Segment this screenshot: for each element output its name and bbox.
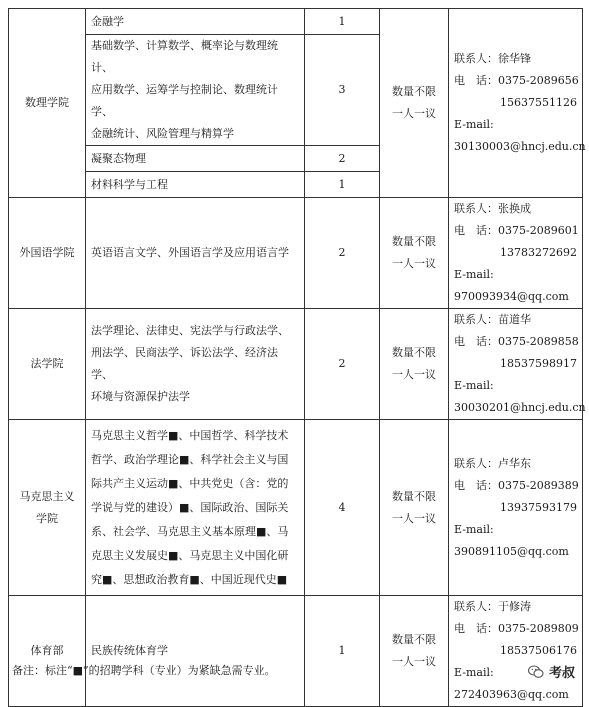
phone-number: 0375-2089389 — [498, 478, 579, 492]
subject-cell — [86, 596, 305, 707]
contact-name-line — [454, 198, 577, 220]
contact-name-line — [454, 596, 577, 618]
watermark-text: 考叔 — [548, 666, 575, 681]
contact-label: 联系人： — [454, 600, 498, 613]
quota-line: 一人一议 — [392, 368, 436, 381]
subject-cell — [86, 420, 305, 596]
contact-name: 苗道华 — [498, 313, 531, 326]
quota-cell — [380, 9, 449, 198]
quota-cell — [380, 420, 449, 596]
wechat-icon — [528, 665, 544, 679]
subject-line: 环境与资源保护法学 — [91, 390, 190, 403]
phone-line — [454, 475, 577, 497]
count-cell: 2 — [305, 198, 380, 309]
contact-label: 联系人： — [454, 313, 498, 326]
subject-line: 究■、思想政治教育■、中国近现代史■ — [91, 572, 288, 586]
subject-line: 系、社会学、马克思主义基本原理■、马 — [91, 524, 289, 538]
count-cell: 2 — [305, 146, 380, 172]
subject-cell — [86, 172, 305, 198]
phone-label: 电 话： — [454, 224, 498, 237]
phone-number: 0375-2089656 — [498, 74, 579, 87]
contact-name: 卢华东 — [498, 456, 531, 470]
email-label: E-mail: — [454, 379, 494, 392]
table-row — [9, 309, 583, 420]
contact-cell — [449, 420, 583, 596]
subject-line: 应用数学、运筹学与控制论、数理统计学、 — [91, 83, 278, 118]
watermark — [528, 662, 575, 681]
footnote: 备注：标注“■”的招聘学科（专业）为紧缺急需专业。 — [12, 664, 276, 677]
mobile-number: 13937593179 — [500, 500, 577, 514]
subject-line: 金融学 — [91, 14, 124, 28]
subject-line: 学说与党的建设）■、国际政治、国际关 — [91, 500, 289, 514]
phone-number: 0375-2089601 — [498, 224, 579, 237]
subject-cell — [86, 35, 305, 146]
contact-name-line — [454, 309, 577, 331]
contact-name: 张换成 — [498, 202, 531, 215]
college-cell — [9, 420, 86, 596]
quota-line: 一人一议 — [392, 257, 436, 270]
mobile-number: 18537598917 — [500, 357, 577, 370]
subject-line: 民族传统体育学 — [91, 644, 168, 657]
phone-line — [454, 331, 577, 353]
count-cell: 1 — [305, 9, 380, 35]
subject-line: 基础数学、计算数学、概率论与数理统计、 — [91, 39, 278, 74]
college-cell: 外国语学院 — [9, 198, 86, 309]
recruitment-table — [8, 8, 586, 707]
email-address: 272403963@qq.com — [454, 688, 569, 701]
phone-line — [454, 618, 577, 640]
quota-line: 一人一议 — [392, 655, 436, 668]
quota-line: 一人一议 — [392, 511, 436, 525]
quota-cell — [380, 198, 449, 309]
subject-line: 材料科学与工程 — [91, 177, 168, 191]
subject-line: 际共产主义运动■、中共党史（含：党的 — [91, 476, 289, 490]
table-row — [9, 198, 583, 309]
college-cell: 体育部 — [9, 596, 86, 707]
mobile-number: 18537506176 — [500, 644, 577, 657]
table-row — [9, 420, 583, 596]
quota-line: 数量不限 — [392, 346, 436, 359]
mobile-number: 15637551126 — [500, 96, 577, 109]
contact-label: 联系人： — [454, 456, 498, 470]
college-line: 马克思主义 — [19, 489, 75, 503]
phone-number: 0375-2089809 — [498, 622, 579, 635]
email-label: E-mail: — [454, 118, 494, 131]
quota-line: 数量不限 — [392, 489, 436, 503]
subject-line: 哲学、政治学理论■、科学社会主义与国 — [91, 452, 289, 466]
subject-line: 克思主义发展史■、马克思主义中国化研 — [91, 548, 289, 562]
quota-line: 数量不限 — [392, 633, 436, 646]
quota-cell — [380, 596, 449, 707]
contact-name: 徐华锋 — [498, 52, 531, 65]
contact-cell — [449, 9, 586, 198]
email-address: 970093934@qq.com — [454, 290, 569, 303]
phone-label: 电 话： — [454, 478, 498, 492]
quota-line: 数量不限 — [392, 85, 436, 98]
subject-cell — [86, 198, 305, 309]
count-cell: 1 — [305, 172, 380, 198]
subject-cell — [86, 9, 305, 35]
phone-number: 0375-2089858 — [498, 335, 579, 348]
table-row — [9, 9, 583, 35]
email-address: 30130003@hncj.edu.cn — [454, 140, 586, 153]
subject-cell — [86, 309, 305, 420]
email-label: E-mail: — [454, 666, 494, 679]
table-row — [9, 596, 583, 707]
email-address: 30030201@hncj.edu.cn — [454, 401, 586, 414]
college-cell: 法学院 — [9, 309, 86, 420]
count-cell: 4 — [305, 420, 380, 596]
quota-line: 一人一议 — [392, 107, 436, 120]
subject-line: 马克思主义哲学■、中国哲学、科学技术 — [91, 428, 289, 442]
quota-cell — [380, 309, 449, 420]
subject-line: 刑法学、民商法学、诉讼法学、经济法学、 — [91, 346, 278, 381]
quota-line: 数量不限 — [392, 235, 436, 248]
contact-cell — [449, 596, 583, 707]
count-cell: 3 — [305, 35, 380, 146]
contact-name: 于修涛 — [498, 600, 531, 613]
mobile-number: 13783272692 — [500, 246, 577, 259]
contact-name-line — [454, 453, 577, 475]
count-cell: 2 — [305, 309, 380, 420]
contact-label: 联系人： — [454, 202, 498, 215]
email-label: E-mail: — [454, 268, 494, 281]
email-label: E-mail: — [454, 522, 494, 536]
contact-name-line — [454, 48, 577, 70]
subject-line: 法学理论、法律史、宪法学与行政法学、 — [91, 324, 289, 337]
contact-cell — [449, 198, 583, 309]
contact-cell — [449, 309, 586, 420]
phone-line — [454, 70, 577, 92]
email-address: 390891105@qq.com — [454, 544, 569, 558]
phone-label: 电 话： — [454, 74, 498, 87]
subject-line: 金融统计、风险管理与精算学 — [91, 127, 234, 140]
count-cell: 1 — [305, 596, 380, 707]
phone-label: 电 话： — [454, 335, 498, 348]
subject-line: 英语语言文学、外国语言学及应用语言学 — [91, 246, 289, 259]
phone-label: 电 话： — [454, 622, 498, 635]
subject-cell — [86, 146, 305, 172]
subject-line: 凝聚态物理 — [91, 151, 146, 165]
college-line: 学院 — [36, 511, 58, 525]
phone-line — [454, 220, 577, 242]
contact-label: 联系人： — [454, 52, 498, 65]
college-cell: 数理学院 — [9, 9, 86, 198]
